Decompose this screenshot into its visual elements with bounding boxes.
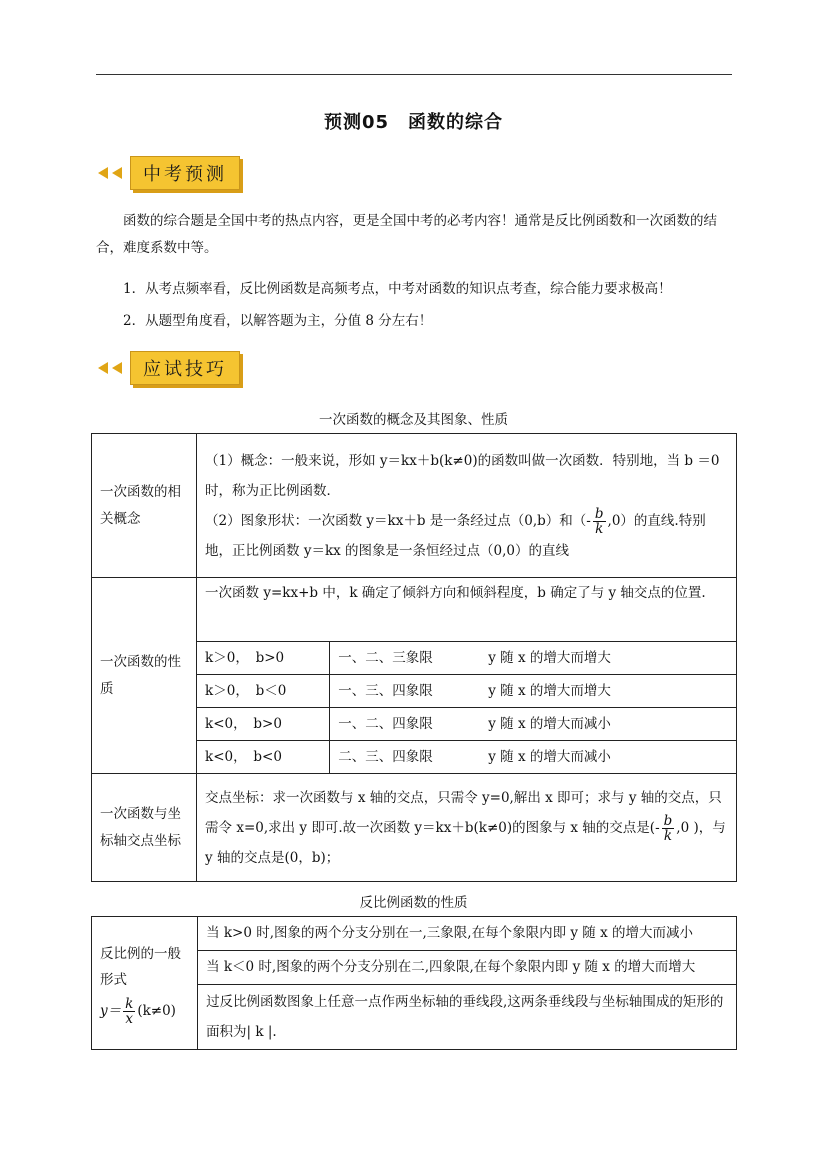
inverse-form-label: 反比例的一般形式 (100, 945, 181, 988)
row-label-properties: 一次函数的性质 (92, 578, 197, 774)
fraction-b-over-k (662, 814, 675, 843)
case-condition: k<0， b>0 (197, 708, 330, 741)
case-trend: y 随 x 的增大而减小 (488, 715, 611, 732)
case-result (330, 708, 737, 741)
section-tips-heading (96, 351, 240, 385)
double-arrow-left-icon (96, 361, 124, 375)
header-rule (96, 74, 732, 75)
case-quadrants: 二、三、四象限 (338, 748, 433, 765)
properties-intro: 一次函数 y=kx+b 中，k 确定了倾斜方向和倾斜程度，b 确定了与 y 轴交点的位置. (197, 578, 737, 642)
inverse-formula (100, 997, 189, 1026)
fraction-denominator: k (663, 827, 673, 844)
fraction-denominator: x (125, 1010, 134, 1027)
fraction-numerator: b (663, 812, 673, 829)
case-trend: y 随 x 的增大而减小 (488, 748, 611, 765)
case-condition: k＞0， b＜0 (197, 675, 330, 708)
linear-function-table (91, 433, 737, 882)
inverse-property-row: 过反比例函数图象上任意一点作两坐标轴的垂线段,这两条垂线段与坐标轴围成的矩形的面积为| k |. (198, 985, 737, 1050)
concept-line-1: （1）概念：一般来说，形如 y＝kx＋b(k≠0)的函数叫做一次函数．特别地，当 b ＝0 时，称为正比例函数． (205, 452, 720, 499)
case-condition: k＞0， b>0 (197, 642, 330, 675)
forecast-paragraph-3: 2．从题型角度看，以解答题为主，分值 8 分左右！ (123, 313, 433, 329)
case-result (330, 642, 737, 675)
fraction-k-over-x (123, 997, 135, 1026)
fraction-numerator: k (125, 995, 134, 1012)
intersection-text-b: ,0 )，与 y 轴的交点是(0，b)； (205, 819, 726, 866)
double-arrow-left-icon (96, 166, 124, 180)
case-quadrants: 一、二、四象限 (338, 715, 433, 732)
concept-cell (197, 434, 737, 578)
fraction-b-over-k (593, 507, 606, 536)
row-label-inverse-form (92, 917, 198, 1050)
forecast-paragraph-2: 1．从考点频率看，反比例函数是高频考点，中考对函数的知识点考查，综合能力要求极高！ (123, 281, 672, 297)
concept-line-2 (205, 506, 728, 566)
intersection-cell (197, 774, 737, 882)
section-tips-label: 应试技巧 (130, 351, 240, 385)
concept-line-2a: （2）图象形状：一次函数 y＝kx＋b 是一条经过点（0,b）和（- (205, 512, 591, 529)
inverse-property-row: 当 k＜0 时,图象的两个分支分别在二,四象限,在每个象限内即 y 随 x 的增大而增大 (198, 951, 737, 985)
intersection-text-a: 交点坐标：求一次函数与 x 轴的交点，只需令 y=0,解出 x 即可；求与 y 轴的交点，只需令 x=0,求出 y 即可.故一次函数 y＝kx＋b(k≠0)的图象与 x 轴的交点是(- (205, 789, 722, 836)
case-quadrants: 一、二、三象限 (338, 649, 433, 666)
formula-lhs: y＝ (100, 1002, 122, 1019)
case-result (330, 675, 737, 708)
fraction-numerator: b (594, 505, 604, 522)
table1-caption: 一次函数的概念及其图象、性质 (319, 412, 508, 428)
case-trend: y 随 x 的增大而增大 (488, 682, 611, 699)
row-label-intersection: 一次函数与坐标轴交点坐标 (92, 774, 197, 882)
case-quadrants: 一、三、四象限 (338, 682, 433, 699)
section-forecast-heading (96, 156, 240, 190)
fraction-denominator: k (595, 520, 604, 537)
forecast-paragraph-1: 函数的综合题是全国中考的热点内容，更是全国中考的必考内容！通常是反比例函数和一次函数的结合，难度系数中等。 (96, 213, 717, 256)
page-title: 预测05 函数的综合 (323, 112, 504, 133)
formula-condition: (k≠0) (137, 1002, 176, 1019)
inverse-function-table (91, 916, 737, 1050)
case-result (330, 741, 737, 774)
section-forecast-label: 中考预测 (130, 156, 240, 190)
case-condition: k<0， b<0 (197, 741, 330, 774)
inverse-property-row: 当 k>0 时,图象的两个分支分别在一,三象限,在每个象限内即 y 随 x 的增大而减小 (198, 917, 737, 951)
case-trend: y 随 x 的增大而增大 (488, 649, 611, 666)
row-label-concept: 一次函数的相关概念 (92, 434, 197, 578)
concept-line-2b: ,0）的直线.特别地，正比例函数 y＝kx 的图象是一条恒经过点（0,0）的直线 (205, 512, 706, 559)
table2-caption: 反比例函数的性质 (359, 895, 468, 911)
